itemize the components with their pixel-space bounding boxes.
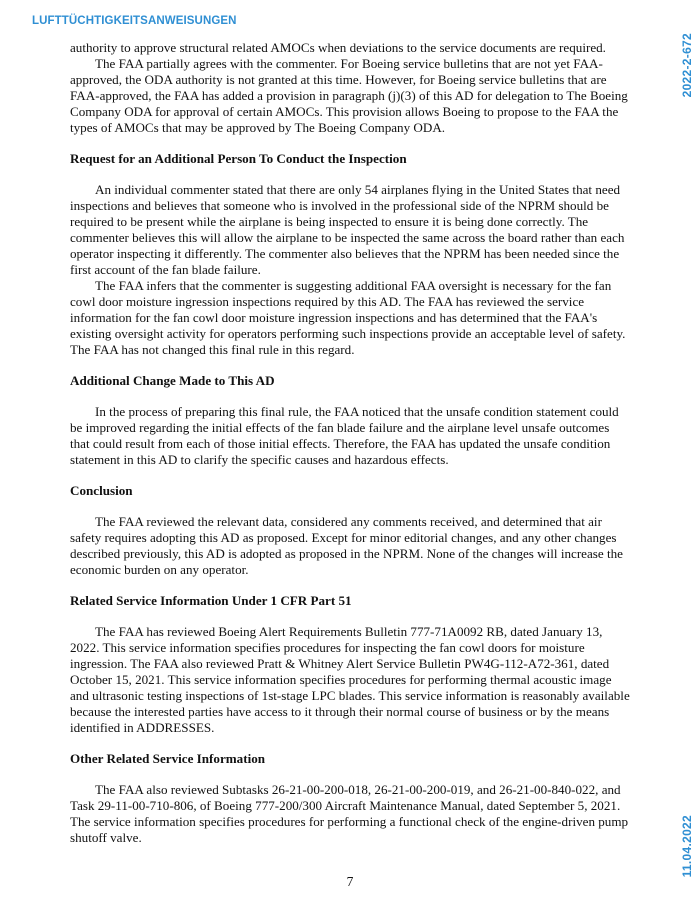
- section-heading: Other Related Service Information: [70, 751, 266, 766]
- document-body: [70, 40, 630, 846]
- paragraph: An individual commenter stated that there are only 54 airplanes flying in the United States that need inspections and believes that someone who is involved in the professional side of the NPRM should be required to be present while the airplane is being inspected to ensure it is being done correctly. The commenter believes this will allow the airplane to be inspected the same across the board rather than each operator inspecting it differently. The commenter also believes that the NPRM has been needed since the first account of the fan blade failure.: [70, 182, 625, 277]
- paragraph: The FAA also reviewed Subtasks 26-21-00-200-018, 26-21-00-200-019, and 26-21-00-840-022, and Task 29-11-00-710-806, of Boeing 777-200/300 Aircraft Maintenance Manual, dated September 5, 2021. The service information specifies procedures for performing a functional check of the engine-driven pump shutoff valve.: [70, 782, 629, 845]
- section-heading: Related Service Information Under 1 CFR Part 51: [70, 593, 352, 608]
- paragraph: The FAA partially agrees with the commenter. For Boeing service bulletins that are not yet FAA-approved, the ODA authority is not granted at this time. However, for Boeing service bulletins that are FAA-approved, the FAA has added a provision in paragraph (j)(3) of this AD for delegation to The Boeing Company ODA for approval of certain AMOCs. This provision allows Boeing to propose to the FAA the types of AMOCs that may be approved by The Boeing Company ODA.: [70, 56, 628, 135]
- section-heading: Conclusion: [70, 483, 133, 498]
- paragraph: In the process of preparing this final rule, the FAA noticed that the unsafe condition statement could be improved regarding the initial effects of the fan blade failure and the airplane level unsafe outcomes that could result from each of those initial effects. Therefore, the FAA has updated the unsafe condition statement in this AD to clarify the specific causes and hazardous effects.: [70, 404, 619, 467]
- document-number: 2022-2-672: [680, 33, 694, 98]
- paragraph: The FAA reviewed the relevant data, considered any comments received, and determined that air safety requires adopting this AD as proposed. Except for minor editorial changes, and any other changes described previously, this AD is adopted as proposed in the NPRM. None of the changes will increase the economic burden on any operator.: [70, 514, 623, 577]
- section-heading: Additional Change Made to This AD: [70, 373, 275, 388]
- paragraph: authority to approve structural related AMOCs when deviations to the service documents are required.: [70, 40, 606, 55]
- section-heading: Request for an Additional Person To Conduct the Inspection: [70, 151, 407, 166]
- page-number: 7: [346, 874, 354, 889]
- document-date: 11.04.2022: [680, 815, 694, 878]
- paragraph: The FAA infers that the commenter is suggesting additional FAA oversight is necessary for the fan cowl door moisture ingression inspections required by this AD. The FAA has reviewed the service information for the fan cowl door moisture ingression inspections and has determined that the FAA's existing oversight activity for operators performing such inspections provide an acceptable level of safety. The FAA has not changed this final rule in this regard.: [70, 278, 626, 357]
- paragraph: The FAA has reviewed Boeing Alert Requirements Bulletin 777-71A0092 RB, dated January 13, 2022. This service information specifies procedures for inspecting the fan cowl doors for moisture ingression. The FAA also reviewed Pratt & Whitney Alert Service Bulletin PW4G-112-A72-361, dated October 15, 2021. This service information specifies procedures for performing thermal acoustic image and ultrasonic testing inspections of 1st-stage LPC blades. This service information is reasonably available because the interested parties have access to it through their normal course of business or by the means identified in ADDRESSES.: [70, 624, 630, 735]
- page-header: LUFTTÜCHTIGKEITSANWEISUNGEN: [32, 15, 237, 27]
